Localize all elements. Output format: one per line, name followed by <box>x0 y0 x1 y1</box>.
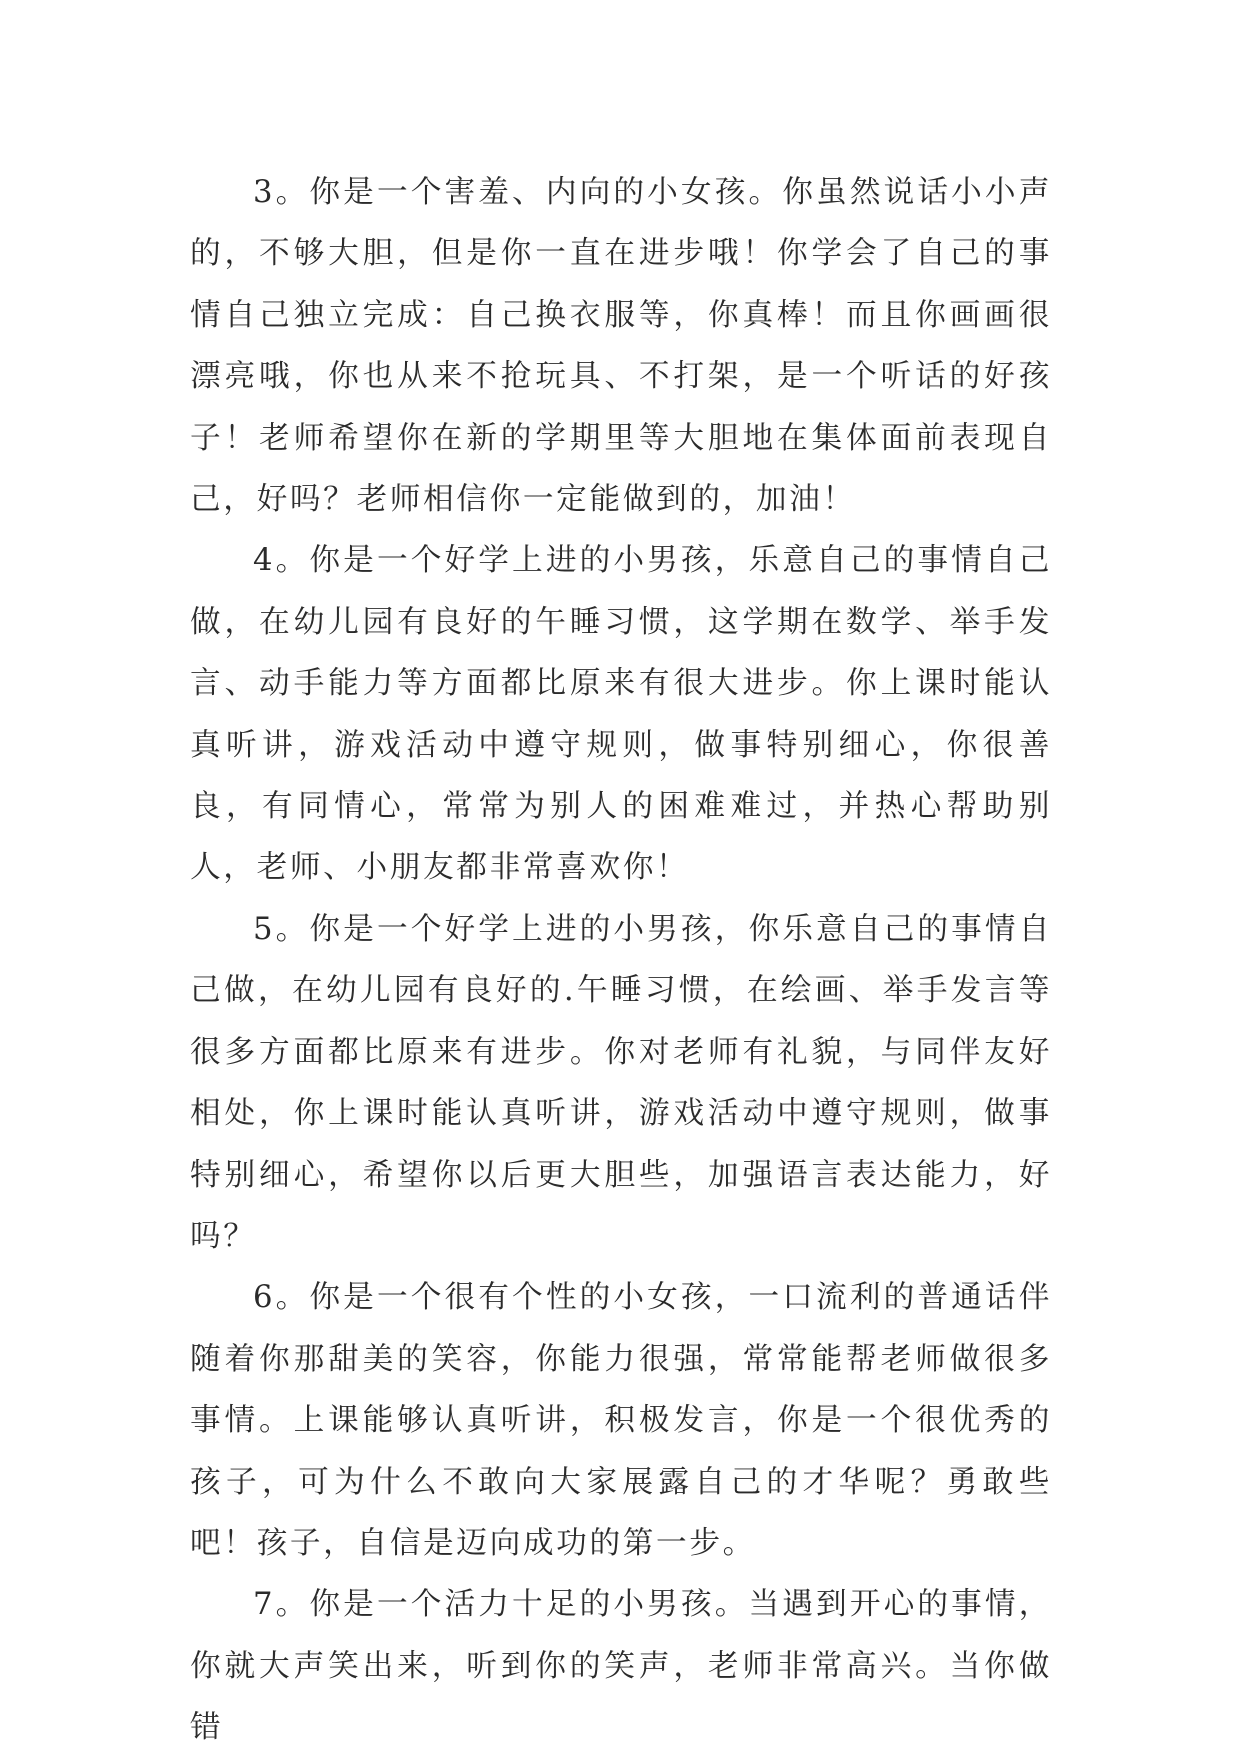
document-body <box>190 162 1052 1759</box>
paragraph-6: 6。你是一个很有个性的小女孩，一口流利的普通话伴随着你那甜美的笑容，你能力很强，常常能帮老师做很多事情。上课能够认真听讲，积极发言，你是一个很优秀的孩子，可为什么不敢向大家展露自己的才华呢？勇敢些吧！孩子，自信是迈向成功的第一步。 <box>190 1280 1052 1561</box>
paragraph-7: 7。你是一个活力十足的小男孩。当遇到开心的事情，你就大声笑出来，听到你的笑声，老师非常高兴。当你做错 <box>190 1587 1052 1746</box>
paragraph-5: 5。你是一个好学上进的小男孩，你乐意自己的事情自己做，在幼儿园有良好的.午睡习惯，在绘画、举手发言等很多方面都比原来有进步。你对老师有礼貌，与同伴友好相处，你上课时能认真听讲，游戏活动中遵守规则，做事特别细心，希望你以后更大胆些，加强语言表达能力，好吗？ <box>190 911 1052 1254</box>
paragraph-4: 4。你是一个好学上进的小男孩，乐意自己的事情自己做，在幼儿园有良好的午睡习惯，这学期在数学、举手发言、动手能力等方面都比原来有很大进步。你上课时能认真听讲，游戏活动中遵守规则，做事特别细心，你很善良，有同情心，常常为别人的困难难过，并热心帮助别人，老师、小朋友都非常喜欢你！ <box>190 543 1052 886</box>
paragraph-3: 3。你是一个害羞、内向的小女孩。你虽然说话小小声的，不够大胆，但是你一直在进步哦！你学会了自己的事情自己独立完成：自己换衣服等，你真棒！而且你画画很漂亮哦，你也从来不抢玩具、不打架，是一个听话的好孩子！老师希望你在新的学期里等大胆地在集体面前表现自己，好吗？老师相信你一定能做到的，加油！ <box>190 175 1052 518</box>
